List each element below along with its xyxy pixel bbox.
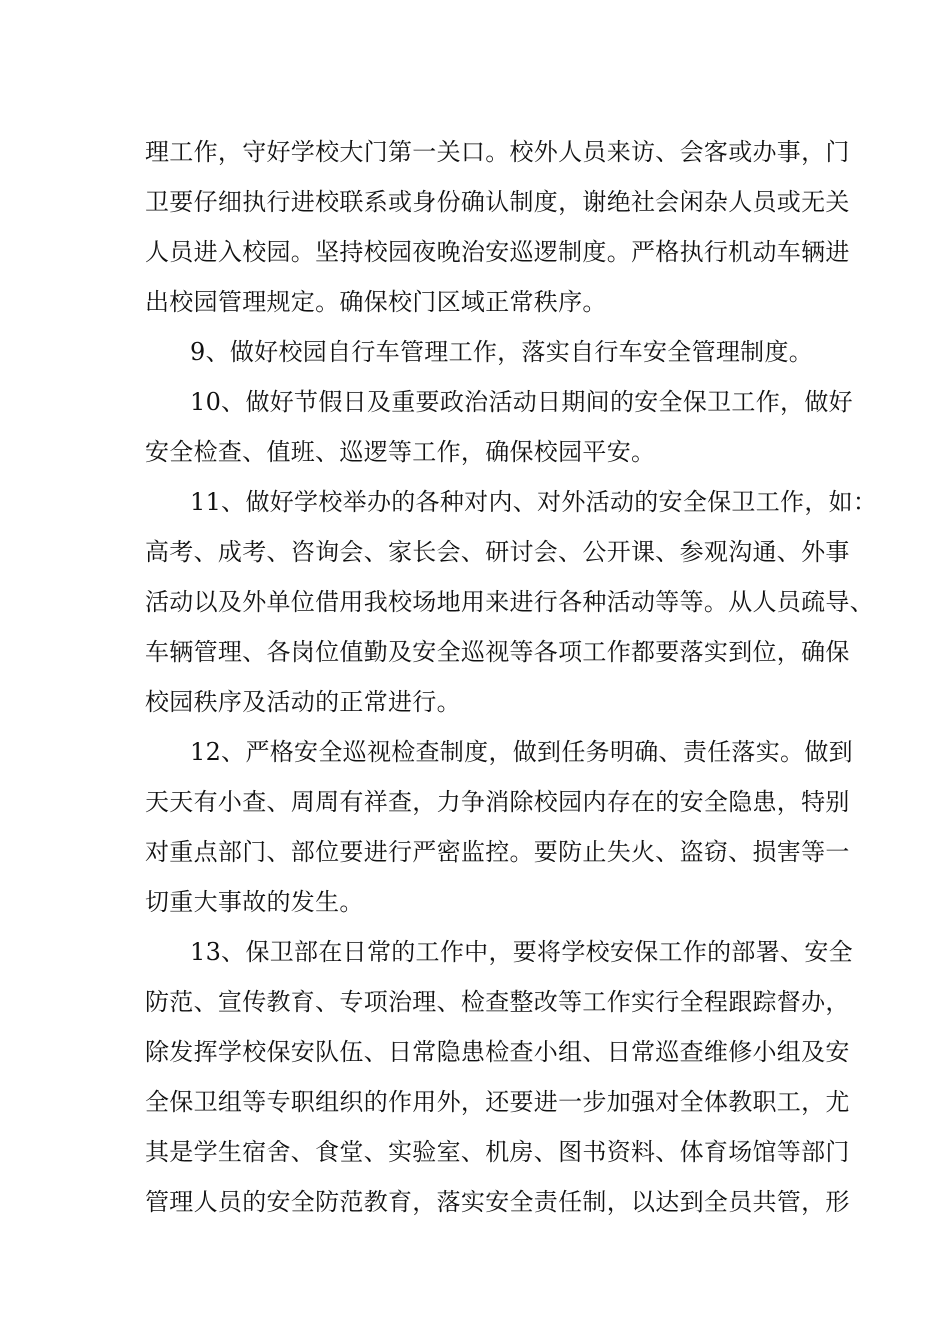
text-line: 车辆管理、各岗位值勤及安全巡视等各项工作都要落实到位，确保 — [145, 638, 850, 666]
text-line: 理工作，守好学校大门第一关口。校外人员来访、会客或办事，门 — [145, 138, 850, 166]
text-line: 对重点部门、部位要进行严密监控。要防止失火、盗窃、损害等一 — [145, 838, 850, 866]
text-line: 校园秩序及活动的正常进行。 — [145, 688, 461, 716]
text-line: 切重大事故的发生。 — [145, 888, 364, 916]
text-line: 高考、成考、咨询会、家长会、研讨会、公开课、参观沟通、外事 — [145, 538, 850, 566]
paragraph-12-line: 12、严格安全巡视检查制度，做到任务明确、责任落实。做到 — [190, 738, 853, 766]
paragraph-11-line: 11、做好学校举办的各种对内、对外活动的安全保卫工作，如： — [190, 488, 878, 516]
text-line: 出校园管理规定。确保校门区域正常秩序。 — [145, 288, 607, 316]
text-line: 人员进入校园。坚持校园夜晚治安巡逻制度。严格执行机动车辆进 — [145, 238, 850, 266]
text-line: 除发挥学校保安队伍、日常隐患检查小组、日常巡查维修小组及安 — [145, 1038, 850, 1066]
paragraph-13-line: 13、保卫部在日常的工作中，要将学校安保工作的部署、安全 — [190, 938, 853, 966]
text-line: 防范、宣传教育、专项治理、检查整改等工作实行全程跟踪督办， — [145, 988, 850, 1016]
text-line: 全保卫组等专职组织的作用外，还要进一步加强对全体教职工，尤 — [145, 1088, 850, 1116]
text-line: 管理人员的安全防范教育，落实安全责任制，以达到全员共管，形 — [145, 1188, 850, 1216]
text-line: 卫要仔细执行进校联系或身份确认制度，谢绝社会闲杂人员或无关 — [145, 188, 850, 216]
paragraph-10-line: 10、做好节假日及重要政治活动日期间的安全保卫工作，做好 — [190, 388, 853, 416]
text-line: 其是学生宿舍、食堂、实验室、机房、图书资料、体育场馆等部门 — [145, 1138, 850, 1166]
paragraph-9-line: 9、做好校园自行车管理工作，落实自行车安全管理制度。 — [190, 338, 814, 366]
text-line: 天天有小查、周周有祥查，力争消除校园内存在的安全隐患，特别 — [145, 788, 850, 816]
text-line: 安全检查、值班、巡逻等工作，确保校园平安。 — [145, 438, 656, 466]
text-line: 活动以及外单位借用我校场地用来进行各种活动等等。从人员疏导、 — [145, 588, 874, 616]
